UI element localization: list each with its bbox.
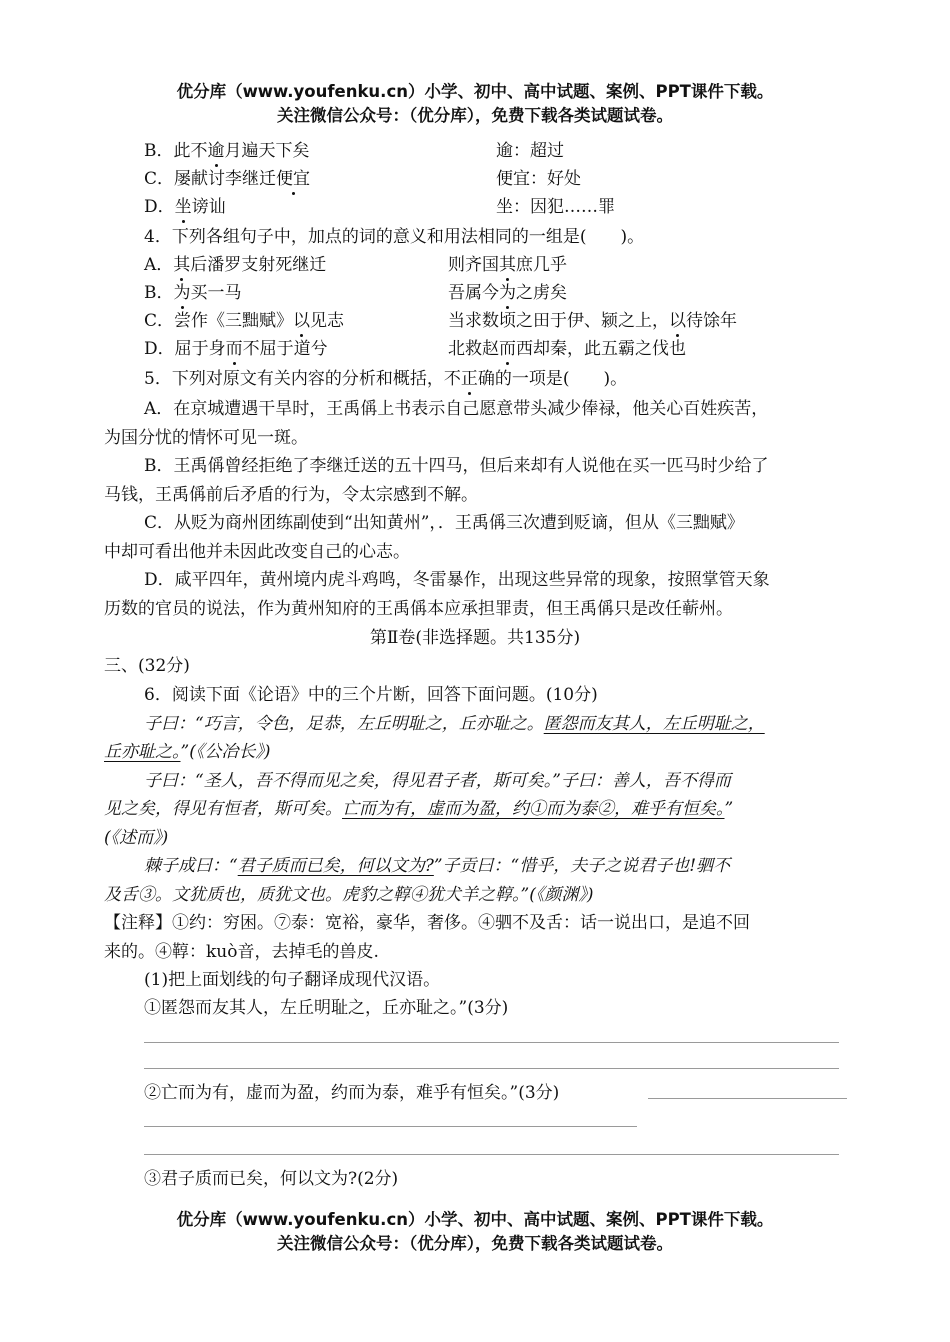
- answer-line[interactable]: [144, 1068, 839, 1069]
- q4-option-b: B．为买一马: [144, 283, 242, 303]
- q5-option-b-line1: B．王禹偁曾经拒绝了李继迁送的五十四马，但后来却有人说他在买一匹马时少给了: [144, 456, 769, 476]
- q6-stem: 6．阅读下面《论语》中的三个片断，回答下面问题。(10分): [144, 685, 598, 705]
- q5-stem: 5．下列对原文有关内容的分析和概括，不正确的一项是( )。: [144, 369, 628, 389]
- q4-option-a-right: 则齐国其庶几乎: [448, 255, 567, 275]
- header-line-2: 关注微信公众号：（优分库），免费下载各类试题试卷。: [277, 106, 673, 125]
- q6-passage-1-line1: 子曰：“巧言，令色，足恭，左丘明耻之，丘亦耻之。匿怨而友其人，左丘明耻之，: [144, 714, 765, 734]
- q5-option-c-line1: C．从贬为商州团练副使到“出知黄州”，．王禹偁三次遭到贬谪，但从《三黜赋》: [144, 513, 744, 533]
- q4-option-c: C．尝作《三黜赋》以见志: [144, 311, 345, 331]
- q6-passage-2-line2: 见之矣，得见有恒者，斯可矣。亡而为有，虚而为盈，约①而为泰②，难乎有恒矣。”: [104, 799, 734, 819]
- answer-line[interactable]: [144, 1154, 839, 1155]
- header-line-1: 优分库（www.youfenku.cn）小学、初中、高中试题、案例、PPT课件下载。: [176, 82, 774, 101]
- q5-option-a-line2: 为国分忧的情怀可见一斑。: [104, 428, 308, 448]
- q3-option-d: D．坐谤讪: [144, 197, 226, 217]
- answer-line[interactable]: [144, 1042, 839, 1043]
- answer-line[interactable]: [648, 1098, 847, 1099]
- q6-item-2: ②亡而为有，虚而为盈，约而为泰，难乎有恒矣。”(3分): [144, 1083, 560, 1103]
- q4-option-a: A．其后潘罗支射死继迁: [144, 255, 327, 275]
- q3-option-c: C．屡献讨李继迁便宜: [144, 169, 311, 189]
- q4-option-d: D．屈于身而不屈于道兮: [144, 339, 328, 359]
- q6-passage-3-line2: 及舌③。文犹质也，质犹文也。虎豹之鞟④犹犬羊之鞟。”(《颜渊》): [104, 885, 594, 905]
- q3-option-c-gloss: 便宜：好处: [496, 169, 581, 189]
- q4-option-c-right: 当求数顷之田于伊、颍之上，以待馀年: [448, 311, 737, 331]
- q6-passage-2-source: (《述而》): [104, 828, 169, 848]
- q6-passage-1-line2: 丘亦耻之。”(《公冶长》): [104, 742, 271, 762]
- q6-item-1: ①匿怨而友其人，左丘明耻之，丘亦耻之。”(3分): [144, 998, 509, 1018]
- q6-passage-3-line1: 棘子成曰：“君子质而已矣，何以文为?”子贡曰：“惜乎，夫子之说君子也!驷不: [144, 856, 731, 876]
- q6-subquestion-1: (1)把上面划线的句子翻译成现代汉语。: [144, 970, 441, 990]
- q6-notes-line1: 【注释】①约：穷困。⑦泰：宽裕，豪华，奢侈。④驷不及舌：话一说出口，是追不回: [104, 913, 750, 933]
- q6-item-3: ③君子质而已矣，何以文为?(2分): [144, 1169, 399, 1189]
- q5-option-d-line1: D．咸平四年，黄州境内虎斗鸡鸣，冬雷暴作，出现这些异常的现象，按照掌管天象: [144, 570, 770, 590]
- section-3-title: 三、(32分): [104, 656, 190, 676]
- q5-option-d-line2: 历数的官员的说法，作为黄州知府的王禹偁本应承担罪责，但王禹偁只是改任蕲州。: [104, 599, 733, 619]
- footer-line-2: 关注微信公众号：（优分库），免费下载各类试题试卷。: [277, 1234, 673, 1253]
- q5-option-b-line2: 马钱，王禹偁前后矛盾的行为，令太宗感到不解。: [104, 485, 478, 505]
- answer-line[interactable]: [144, 1126, 637, 1127]
- q5-option-a-line1: A．在京城遭遇干旱时，王禹偁上书表示自己愿意带头减少俸禄，他关心百姓疾苦，: [144, 399, 769, 419]
- q4-option-b-right: 吾属今为之虏矣: [448, 283, 567, 303]
- q5-option-c-line2: 中却可看出他并未因此改变自己的心志。: [104, 542, 410, 562]
- volume-2-title: 第Ⅱ卷(非选择题。共135分): [369, 628, 581, 648]
- q4-option-d-right: 北救赵而西却秦，此五霸之伐也: [448, 339, 686, 359]
- q6-notes-line2: 来的。④鞟：kuò音，去掉毛的兽皮.: [104, 942, 379, 962]
- q3-option-d-gloss: 坐：因犯……罪: [496, 197, 615, 217]
- footer-line-1: 优分库（www.youfenku.cn）小学、初中、高中试题、案例、PPT课件下载。: [176, 1210, 774, 1229]
- q3-option-b: B．此不逾月遍天下矣: [144, 141, 310, 161]
- q6-passage-2-line1: 子曰：“圣人，吾不得而见之矣，得见君子者，斯可矣。”子曰：善人，吾不得而: [144, 771, 731, 791]
- q4-stem: 4．下列各组句子中，加点的词的意义和用法相同的一组是( )。: [144, 227, 645, 247]
- q3-option-b-gloss: 逾：超过: [496, 141, 564, 161]
